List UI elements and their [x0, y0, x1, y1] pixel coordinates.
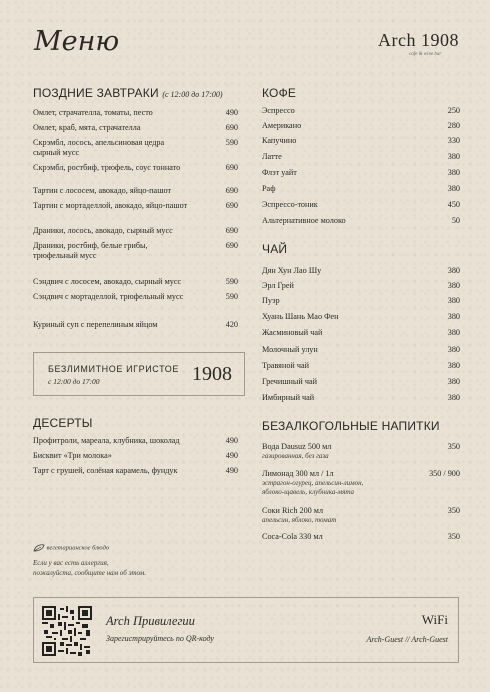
item-name: Соки Rich 200 мл [262, 506, 324, 515]
item-name: Омлет, краб, мята, страчателла [33, 123, 141, 132]
leaf-icon [33, 544, 45, 552]
veg-legend-text: вегетарианское блюдо [46, 544, 110, 552]
item-description: газированная, без газа [262, 452, 329, 460]
item-price: 380 [447, 361, 460, 370]
item-price: 350 [447, 506, 460, 515]
item-name: Скрэмбл, лосось, апельсиновая цедра [33, 138, 165, 147]
allergy-line-1: Если у вас есть аллергия, [33, 559, 109, 567]
item-price: 350 [447, 442, 460, 451]
veg-legend [33, 544, 109, 552]
desserts-title: ДЕСЕРТЫ [33, 416, 93, 430]
item-name: Тарт с грушей, солёная карамель, фундук [33, 466, 178, 475]
item-name: Эспрессо [262, 106, 295, 115]
item-price: 380 [447, 377, 460, 386]
item-price: 690 [225, 186, 238, 195]
item-price: 490 [225, 436, 238, 445]
item-name: Альтернативное молоко [262, 216, 346, 225]
item-price: 590 [225, 138, 238, 147]
item-name: Латте [262, 152, 282, 161]
item-name: Эрл Грей [262, 281, 294, 290]
item-price: 380 [447, 328, 460, 337]
promo-title: БЕЗЛИМИТНОЕ ИГРИСТОЕ [48, 364, 179, 374]
item-name: Вода Dausuz 500 мл [262, 442, 332, 451]
breakfast-title: ПОЗДНИЕ ЗАВТРАКИ [33, 86, 159, 100]
item-name: Coca-Cola 330 мл [262, 532, 323, 541]
item-price: 590 [225, 277, 238, 286]
item-price: 590 [225, 292, 238, 301]
item-price: 380 [447, 393, 460, 402]
item-name: Гречишный чай [262, 377, 317, 386]
breakfast-section [33, 86, 243, 329]
item-price: 350 / 900 [429, 469, 460, 478]
promo-hours: с 12:00 до 17:00 [48, 377, 100, 386]
item-price: 490 [225, 108, 238, 117]
item-name: Омлет, страчателла, томаты, песто [33, 108, 153, 117]
item-name: Жасминовый чай [262, 328, 323, 337]
item-name: Скрэмбл, ростбиф, трюфель, соус тоннато [33, 163, 181, 172]
item-name: Тартин с лососем, авокадо, яйцо-пашот [33, 186, 172, 195]
desserts-section [33, 416, 243, 475]
privileges-register: Зарегистрируйтесь по QR-коду [106, 634, 214, 643]
item-description: эстрагон-огурец, апельсин-лимон, [262, 479, 364, 487]
item-price: 380 [447, 168, 460, 177]
breakfast-hours: (с 12:00 до 17:00) [162, 90, 223, 99]
item-name-line2: трюфельный мусс [33, 251, 97, 260]
item-description: апельсин, яблоко, томат [262, 516, 337, 524]
wifi-credentials: Arch-Guest // Arch-Guest [366, 635, 448, 644]
coffee-title: КОФЕ [262, 86, 297, 100]
item-name: Травяной чай [262, 361, 309, 370]
item-name: Раф [262, 184, 276, 193]
item-price: 380 [447, 152, 460, 161]
item-price: 380 [447, 266, 460, 275]
item-name: Лимонад 300 мл / 1л [262, 469, 334, 478]
tea-section [262, 242, 462, 402]
tea-title: ЧАЙ [262, 242, 288, 256]
item-price: 690 [225, 241, 238, 250]
promo-box [33, 352, 245, 396]
item-price: 420 [225, 320, 238, 329]
allergy-line-2: пожалуйста, сообщите нам об этом. [33, 569, 146, 577]
item-description: яблоко-щавель, клубника-мята [262, 487, 355, 496]
item-name: Пуэр [262, 296, 280, 305]
allergy-note [33, 558, 233, 578]
item-price: 380 [447, 312, 460, 321]
page-title: Меню [34, 26, 120, 57]
item-price: 350 [447, 532, 460, 541]
item-name: Имбирный чай [262, 393, 315, 402]
promo-price: 1908 [192, 363, 232, 385]
item-name: Куриный суп с перепелиным яйцом [33, 320, 158, 329]
item-price: 690 [225, 163, 238, 172]
footer-box [33, 597, 459, 663]
item-name: Драники, лосось, авокадо, сырный мусс [33, 226, 173, 235]
item-name: Драники, ростбиф, белые грибы, [33, 241, 148, 250]
item-name: Эспрессо-тоник [262, 200, 318, 209]
item-name: Тартин с мортаделлой, авокадо, яйцо-пашот [33, 201, 188, 210]
brand-tagline: cafe & wine bar [409, 52, 442, 57]
soft-drinks-title: БЕЗАЛКОГОЛЬНЫЕ НАПИТКИ [262, 419, 440, 433]
coffee-section [262, 86, 462, 225]
item-name: Хуань Шань Мао Фен [262, 312, 339, 321]
item-name: Дян Хун Лао Шу [262, 266, 322, 275]
item-price: 330 [447, 136, 460, 145]
item-name: Флэт уайт [262, 168, 297, 177]
item-price: 380 [447, 184, 460, 193]
item-name: Капучино [262, 136, 297, 145]
item-price: 690 [225, 226, 238, 235]
item-price: 690 [225, 123, 238, 132]
item-price: 380 [447, 345, 460, 354]
privileges-title: Arch Привилегии [106, 614, 195, 628]
wifi-title: WiFi [421, 612, 448, 627]
item-price: 380 [447, 296, 460, 305]
item-name-line2: сырный мусс [33, 148, 80, 157]
item-price: 450 [447, 200, 460, 209]
item-price: 50 [451, 216, 460, 225]
item-price: 380 [447, 281, 460, 290]
brand-logo: Arch 1908 [378, 30, 459, 50]
item-name: Сэндвич с мортаделлой, трюфельный мусс [33, 292, 184, 301]
item-price: 490 [225, 451, 238, 460]
item-price: 690 [225, 201, 238, 210]
item-name: Сэндвич с лососем, авокадо, сырный мусс [33, 277, 182, 286]
qr-code[interactable] [42, 606, 92, 656]
item-name: Профитроли, мареала, клубника, шоколад [33, 436, 180, 445]
soft-drinks-section [262, 419, 462, 541]
item-price: 250 [447, 106, 460, 115]
item-price: 490 [225, 466, 238, 475]
item-name: Американо [262, 121, 302, 130]
item-price: 280 [447, 121, 460, 130]
item-name: Бисквит «Три молока» [33, 451, 112, 460]
item-name: Молочный улун [262, 345, 318, 354]
